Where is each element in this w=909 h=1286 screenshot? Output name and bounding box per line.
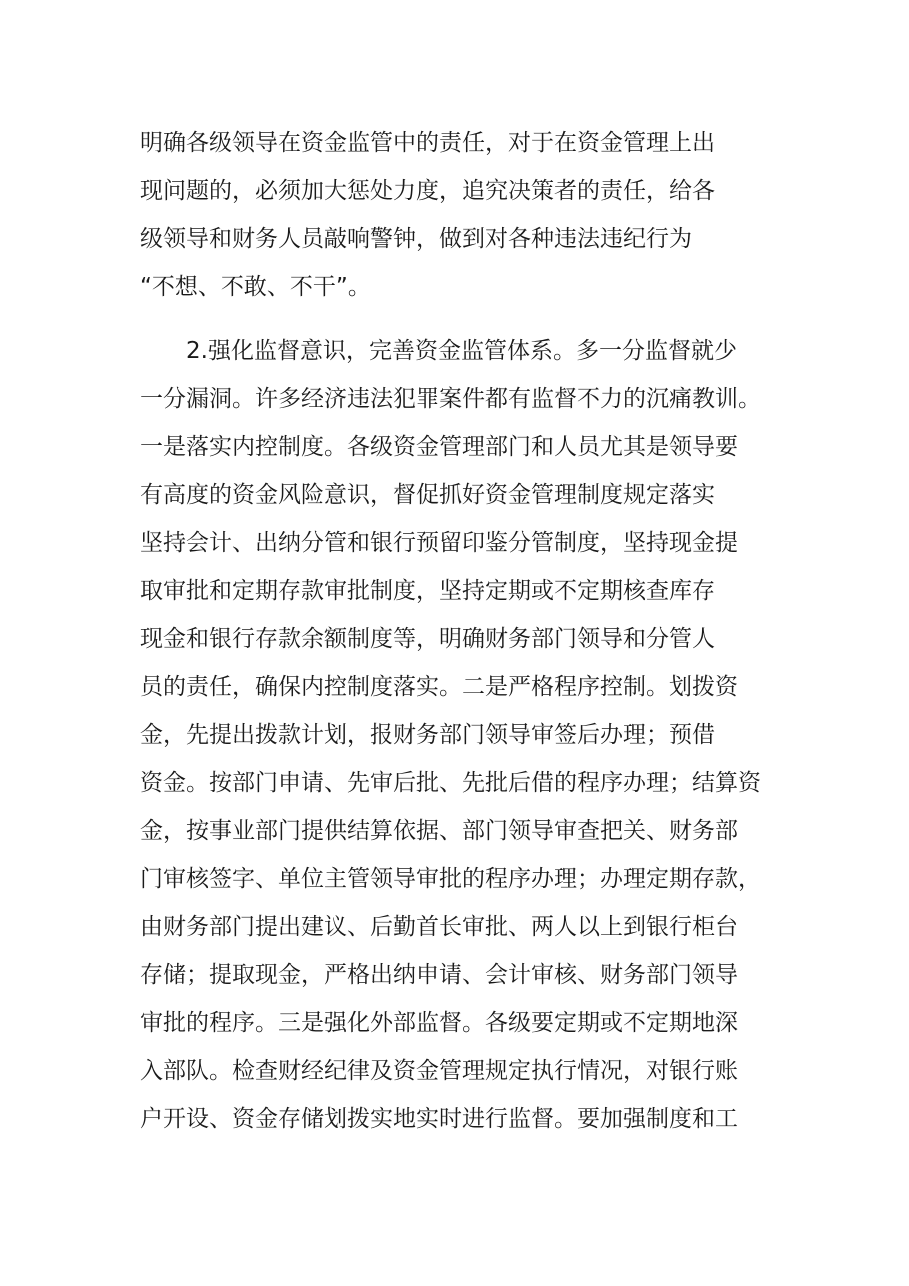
text-line: 员的责任，确保内控制度落实。二是严格程序控制。划拨资 [140,674,738,700]
text-line: 一是落实内控制度。各级资金管理部门和人员尤其是领导要 [140,434,738,460]
text-line: 现金和银行存款余额制度等，明确财务部门领导和分管人 [140,626,715,652]
text-line: 明确各级领导在资金监管中的责任，对于在资金管理上出 [140,130,715,156]
text-line: 坚持会计、出纳分管和银行预留印鉴分管制度，坚持现金提 [140,530,738,556]
text-line: 级领导和财务人员敲响警钟，做到对各种违法违纪行为 [140,226,692,252]
text-line: 存储；提取现金，严格出纳申请、会计审核、财务部门领导 [140,962,738,988]
text-line: 户开设、资金存储划拨实地实时进行监督。要加强制度和工 [140,1106,738,1132]
text-line: 一分漏洞。许多经济违法犯罪案件都有监督不力的沉痛教训。 [140,386,761,412]
text-line: 审批的程序。三是强化外部监督。各级要定期或不定期地深 [140,1010,738,1036]
text-line: 现问题的，必须加大惩处力度，追究决策者的责任，给各 [140,178,715,204]
text-line: 有高度的资金风险意识，督促抓好资金管理制度规定落实 [140,482,715,508]
text-line: 门审核签字、单位主管领导审批的程序办理；办理定期存款， [140,866,761,892]
text-line: 金，先提出拨款计划，报财务部门领导审签后办理；预借 [140,722,715,748]
text-line: 资金。按部门申请、先审后批、先批后借的程序办理；结算资 [140,770,761,796]
text-line: “不想、不敢、不干”。 [140,274,371,300]
text-line: 2.强化监督意识，完善资金监管体系。多一分监督就少 [186,338,737,364]
paragraph-2 [140,327,780,1143]
text-line: 金，按事业部门提供结算依据、部门领导审查把关、财务部 [140,818,738,844]
text-line: 取审批和定期存款审批制度，坚持定期或不定期核查库存 [140,578,715,604]
text-line: 入部队。检查财经纪律及资金管理规定执行情况，对银行账 [140,1058,738,1084]
text-line: 由财务部门提出建议、后勤首长审批、两人以上到银行柜台 [140,914,738,940]
paragraph-1 [140,119,780,311]
